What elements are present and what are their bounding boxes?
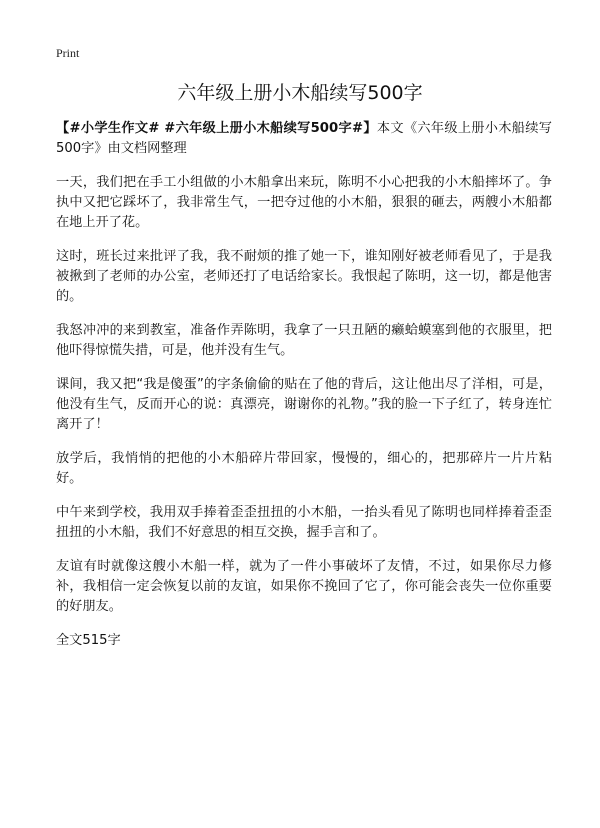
paragraph: 一天，我们把在手工小组做的小木船拿出来玩，陈明不小心把我的小木船摔坏了。争执中又把它踩坏了，我非常生气，一把夺过他的小木船，狠狠的砸去，两艘小木船都在地上开了花。 bbox=[56, 175, 552, 230]
article-title: 六年级上册小木船续写500字 bbox=[177, 82, 423, 104]
paragraph: 友谊有时就像这艘小木船一样，就为了一件小事破坏了友情，不过，如果你尽力修补，我相信一定会恢复以前的友谊，如果你不挽回了它了，你可能会丧失一位你重要的好朋友。 bbox=[56, 559, 552, 614]
article-intro-text: 本文《六年级上册小木船续写500字》由文档网整理 bbox=[56, 121, 552, 156]
paragraph: 这时，班长过来批评了我，我不耐烦的推了她一下，谁知刚好被老师看见了，于是我被揪到了老师的办公室，老师还打了电话给家长。我恨起了陈明，这一切，都是他害的。 bbox=[56, 249, 552, 304]
paragraph: 课间，我又把“我是傻蛋”的字条偷偷的贴在了他的背后，这让他出尽了洋相，可是，他没有生气，反而开心的说：真漂亮，谢谢你的礼物。”我的脸一下子红了，转身连忙离开了！ bbox=[56, 377, 552, 432]
article-tags: 【#小学生作文# #六年级上册小木船续写500字#】 bbox=[56, 121, 377, 136]
print-link[interactable]: Print bbox=[56, 46, 80, 60]
article-intro bbox=[56, 119, 552, 159]
paragraph: 我怒冲冲的来到教室，准备作弄陈明，我拿了一只丑陋的癞蛤蟆塞到他的衣服里，把他吓得惊慌失措，可是，他并没有生气。 bbox=[56, 323, 552, 358]
paragraph: 放学后，我悄悄的把他的小木船碎片带回家，慢慢的，细心的，把那碎片一片片粘好。 bbox=[56, 451, 552, 486]
article-body bbox=[56, 119, 552, 665]
paragraph: 中午来到学校，我用双手捧着歪歪扭扭的小木船，一抬头看见了陈明也同样捧着歪歪扭扭的小木船，我们不好意思的相互交换，握手言和了。 bbox=[56, 505, 552, 540]
word-count: 全文515字 bbox=[56, 633, 121, 648]
